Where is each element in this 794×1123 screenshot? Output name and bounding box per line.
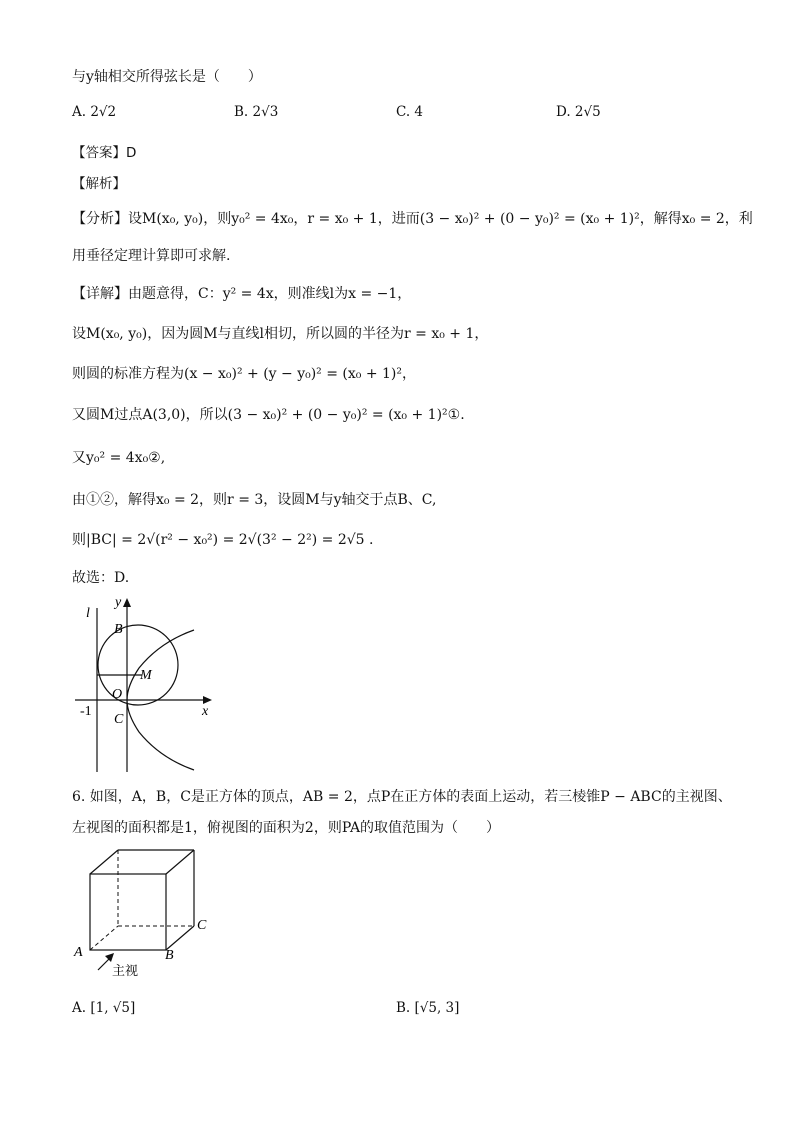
label-y: y xyxy=(115,595,122,610)
q6-option-a: A. [1, √5] xyxy=(72,1000,136,1016)
label-C: C xyxy=(197,918,207,933)
detail-line-2: 设M(x₀, y₀)，因为圆M与直线l相切，所以圆的半径为r = x₀ + 1， xyxy=(72,326,489,342)
label-B: B xyxy=(114,622,123,637)
detail-line-4: 又圆M过点A(3,0)，所以(3 − x₀)² + (0 − y₀)² = (x₀ + 1)²①. xyxy=(72,407,465,423)
conclusion-line: 故选：D. xyxy=(72,570,130,586)
label-l: l xyxy=(86,606,90,621)
option-b: B. 2√3 xyxy=(234,104,279,120)
detail-line-5: 又y₀² = 4x₀②, xyxy=(72,450,166,466)
detail-line-7: 则|BC| = 2√(r² − x₀²) = 2√(3² − 2²) = 2√5 . xyxy=(72,532,374,548)
analysis-line-1: 【分析】设M(x₀, y₀)，则y₀² = 4x₀，r = x₀ + 1，进而(3 − x₀)² + (0 − y₀)² = (x₀ + 1)²，解得x₀ = 2，利 xyxy=(72,211,753,227)
label-neg1: -1 xyxy=(80,704,92,719)
cube-figure xyxy=(70,842,220,982)
analysis-tag: 【解析】 xyxy=(72,176,126,192)
option-d: D. 2√5 xyxy=(556,104,601,120)
label-C: C xyxy=(114,712,124,727)
detail-line-3: 则圆的标准方程为(x − x₀)² + (y − y₀)² = (x₀ + 1)²， xyxy=(72,366,417,382)
q6-line-2: 左视图的面积都是1，俯视图的面积为2，则PA的取值范围为（ ） xyxy=(72,820,501,836)
detail-line-1: 【详解】由题意得，C：y² = 4x，则准线l为x = −1， xyxy=(72,286,412,302)
question-stem-end: 与y轴相交所得弦长是（ ） xyxy=(72,69,262,85)
answer-line: 【答案】D xyxy=(72,145,137,161)
label-A: A xyxy=(74,945,83,960)
option-c: C. 4 xyxy=(396,104,424,120)
label-M: M xyxy=(140,668,152,683)
parabola-circle-figure xyxy=(70,590,230,775)
label-O: O xyxy=(112,687,123,702)
q6-line-1: 6. 如图，A，B，C是正方体的顶点，AB = 2，点P在正方体的表面上运动，若三棱锥P − ABC的主视图、 xyxy=(72,789,732,805)
label-B: B xyxy=(165,948,174,963)
label-front-view: 主视 xyxy=(112,964,139,979)
analysis-line-2: 用垂径定理计算即可求解. xyxy=(72,248,231,264)
option-a: A. 2√2 xyxy=(72,104,117,120)
label-x: x xyxy=(202,704,209,719)
q6-option-b: B. [√5, 3] xyxy=(396,1000,460,1016)
detail-line-6: 由①②，解得x₀ = 2，则r = 3，设圆M与y轴交于点B、C, xyxy=(72,492,437,508)
